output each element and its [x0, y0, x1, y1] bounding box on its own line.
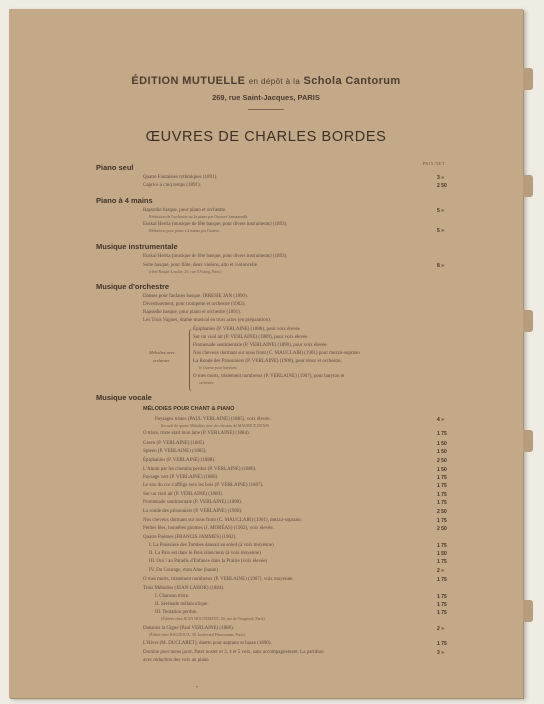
catalogue-entry: Nos cheveux dormant sur nous front (C. MAUCLAIR) (1901) pour mezzo-soprano [193, 351, 360, 356]
catalogue-entry: Sur un vieil air (P. VERLAINE) (1889). [143, 492, 223, 497]
catalogue-entry: Petites fées, honnêtes gnomes (J. MORÉAS) (1902), voix élevée. [143, 526, 274, 531]
catalogue-entry: Euskal Herria (musique de fête basque, pour divers instruments) (1893). [143, 222, 288, 227]
entry-price: 1 75 [437, 492, 447, 498]
catalogue-entry: Promenade sentimentale (P. VERLAINE) (1890), pour voix élevée [193, 343, 327, 348]
section-heading-piano-4-mains: Piano à 4 mains [96, 196, 153, 205]
edge-tab [523, 430, 533, 452]
price-column-header: PRIX NET [422, 161, 445, 166]
vocal-subheading: MÉLODIES POUR CHANT & PIANO [143, 406, 235, 412]
catalogue-entry: (Éditées chez JEAN HOUTEMENT, 50, rue de Vaugirard, Paris) [161, 616, 265, 621]
depot-text: en dépôt à la [248, 77, 301, 86]
entry-price: 1 75 [437, 475, 447, 481]
catalogue-entry: I. La Poussière des Tombes dansait au soleil (à voix moyenne) [149, 543, 274, 548]
catalogue-entry: Green (P. VERLAINE) (1885). [143, 441, 206, 446]
catalogue-entry: Divertissement, pour trompette et orchestre (1902). [143, 302, 246, 307]
edge-tab [523, 600, 533, 622]
entry-price: 1 75 [437, 577, 447, 583]
entry-price: 1 75 [437, 602, 447, 608]
edge-tab [523, 310, 533, 332]
section-heading-piano-seul: Piano seul [96, 163, 134, 172]
catalogue-entry: L'Ahum par les chemins perdus (P. VERLAINE) (1886). [143, 467, 257, 472]
catalogue-entry: Domine puer meus jacet, Pater noster et 3, 4 et 5 voix, sans accompagnement. La partition [143, 650, 324, 655]
page-title: ŒUVRES DE CHARLES BORDES [145, 129, 387, 145]
entry-price: 1 50 [437, 449, 447, 455]
catalogue-entry: Sur un vieil air (P. VERLAINE) (1889), pour voix élevée [193, 335, 308, 340]
entry-price: 1 50 [437, 467, 447, 473]
entry-price: 1 75 [437, 500, 447, 506]
catalogue-entry: Rapsodie basque, pour piano et orchestre. [143, 208, 227, 213]
melodies-label-line-1: Mélodies avec [149, 350, 175, 355]
section-heading-musique-orchestre: Musique d'orchestre [96, 282, 170, 291]
entry-price: 8 » [437, 263, 444, 269]
entry-price: 3 » [437, 650, 444, 656]
melodies-label-line-2: orchestre [153, 358, 170, 363]
catalogue-entry: Épiphanies (P. VERLAINE) (1888). [143, 458, 216, 463]
entry-price: 2 » [437, 568, 444, 574]
catalogue-entry: Caprice à cinq temps (1891). [143, 183, 201, 188]
catalogue-entry: Réduction de l'orchestre au 2e piano par Gustave Samazeuilh. [149, 214, 249, 219]
entry-price: 1 75 [437, 483, 447, 489]
catalogue-entry: IV. Du Courage, mon Ame (basse) [149, 568, 218, 573]
catalogue-entry: III. Oui ! au Paradis d'Enfance dans la Prairie (voix élevée) [149, 559, 268, 564]
catalogue-entry: Les Trois Vagues, drame musical en trois actes (en préparation). [143, 318, 272, 323]
entry-price: 2 50 [437, 509, 447, 515]
bottom-mark: • [196, 685, 199, 691]
entry-price: 1 75 [437, 543, 447, 549]
catalogue-entry: avec réduction des voix au piano [143, 658, 209, 663]
melodies-orchestre-label [149, 349, 175, 365]
entry-price: 1 75 [437, 594, 447, 600]
catalogue-entry: Promenade sentimentale (P. VERLAINE) (1890). [143, 500, 243, 505]
entry-price: 1 75 [437, 641, 447, 647]
school-name: Schola Cantorum [303, 75, 401, 87]
catalogue-entry: Danses pour fanfares basque. IRRESIE JAN (1890). [143, 294, 248, 299]
entry-price: 2 50 [437, 526, 447, 532]
catalogue-entry: Recueil de quatre Mélodies avec des dessins de MAURICE DENIS. [161, 423, 271, 428]
publisher-line [9, 75, 523, 87]
catalogue-entry: Paysages tristes (PAUL VERLAINE) (1885), voix élevée. [155, 417, 271, 422]
catalogue-entry: Spleen (P. VERLAINE) (1885). [143, 449, 207, 454]
orchestra-brace [189, 329, 194, 391]
entry-price: 1 75 [437, 559, 447, 565]
entry-price: 1 75 [437, 610, 447, 616]
catalogue-entry: Réduction pour piano à 4 mains par l'auteur. [149, 228, 220, 233]
catalogue-entry: le choeur pour barytons [199, 365, 237, 370]
catalogue-page [9, 9, 523, 698]
entry-price: 2 » [437, 626, 444, 632]
edge-tab [523, 68, 533, 90]
catalogue-entry: orchestre [199, 380, 214, 385]
catalogue-entry: I. Chanson triste. [155, 594, 190, 599]
catalogue-entry: Rapsodie basque, pour piano et orchestre (1891). [143, 310, 242, 315]
publisher-name: ÉDITION MUTUELLE [131, 75, 246, 87]
catalogue-entry: La ronde des prisonniers (P. VERLAINE) (1900). [143, 509, 243, 514]
catalogue-entry: Quatre Fantaisies rythmiques (1891). [143, 175, 218, 180]
catalogue-entry: Épiphanies (P. VERLAINE) (1888), pour voix élevée [193, 327, 300, 332]
catalogue-entry: Paysage vert (P. VERLAINE) (1886). [143, 475, 219, 480]
catalogue-entry: Trois Mélodies (JEAN LAHOR) (1884). [143, 586, 225, 591]
entry-price: 3 » [437, 175, 444, 181]
catalogue-entry: L'Hiver (M. DUCLARET), duetto pour soprano et basse (1890). [143, 641, 272, 646]
header-rule [248, 109, 284, 110]
entry-price: 5 » [437, 208, 444, 214]
catalogue-entry: La Ronde des Prisonniers (P. VERLAINE) (1900), pour ténor et orchestre, [193, 359, 342, 364]
catalogue-entry: Dansons la Gigue (Paul VERLAINE) (1886). [143, 626, 235, 631]
entry-price: 2 50 [437, 458, 447, 464]
catalogue-entry: Suite basque, pour flûte, deux violons, alto et violoncelle. [143, 263, 259, 268]
catalogue-entry: (Éditée chez BAUDOUX, 30, boulevard Haussmann, Paris) [149, 632, 245, 637]
entry-price: 2 50 [437, 183, 447, 189]
edge-tab [523, 175, 533, 197]
entry-price: 1 75 [437, 518, 447, 524]
catalogue-entry: Nos cheveux dormant sur nous front (C. MAUCLAIR) (1901), mezzo-soprano. [143, 518, 302, 523]
entry-price: 5 » [437, 228, 444, 234]
entry-price: 4 » [437, 417, 444, 423]
catalogue-entry: II. La Paix est dans le Bois silencieux (à voix moyenne) [149, 551, 261, 556]
catalogue-entry: Le son du cor s'afflige vers les bois (P. VERLAINE) (1887). [143, 483, 264, 488]
catalogue-entry: O mes morts, tristement nombreux (P. VERLAINE) (1907), pour baryton et [193, 374, 345, 379]
catalogue-entry: Quatre Poèmes (FRANCIS JAMMES) (1902). [143, 535, 237, 540]
entry-price: 1 75 [437, 431, 447, 437]
publisher-address: 269, rue Saint-Jacques, PARIS [212, 93, 320, 102]
section-heading-musique-vocale: Musique vocale [96, 393, 152, 402]
catalogue-entry: O mes morts, tristement nombreux (P. VERLAINE) (1907), voix moyenne. [143, 577, 294, 582]
catalogue-entry: III. Tentation perdue. [155, 610, 198, 615]
page-edge-tabs [523, 60, 535, 680]
catalogue-entry: II. Sérénade mélancolique. [155, 602, 209, 607]
entry-price: 1 50 [437, 441, 447, 447]
section-heading-musique-instrumentale: Musique instrumentale [96, 242, 178, 251]
catalogue-entry: O triste, triste était mon âme (P. VERLAINE) (1884). [143, 431, 250, 436]
entry-price: 1 50 [437, 551, 447, 557]
catalogue-entry: Euskal Herria (musique de fête basque, pour divers instruments) (1893). [143, 254, 288, 259]
catalogue-entry: (chez Rouart-Lerolle, 29, rue d'Astorg, Paris) [149, 269, 222, 274]
